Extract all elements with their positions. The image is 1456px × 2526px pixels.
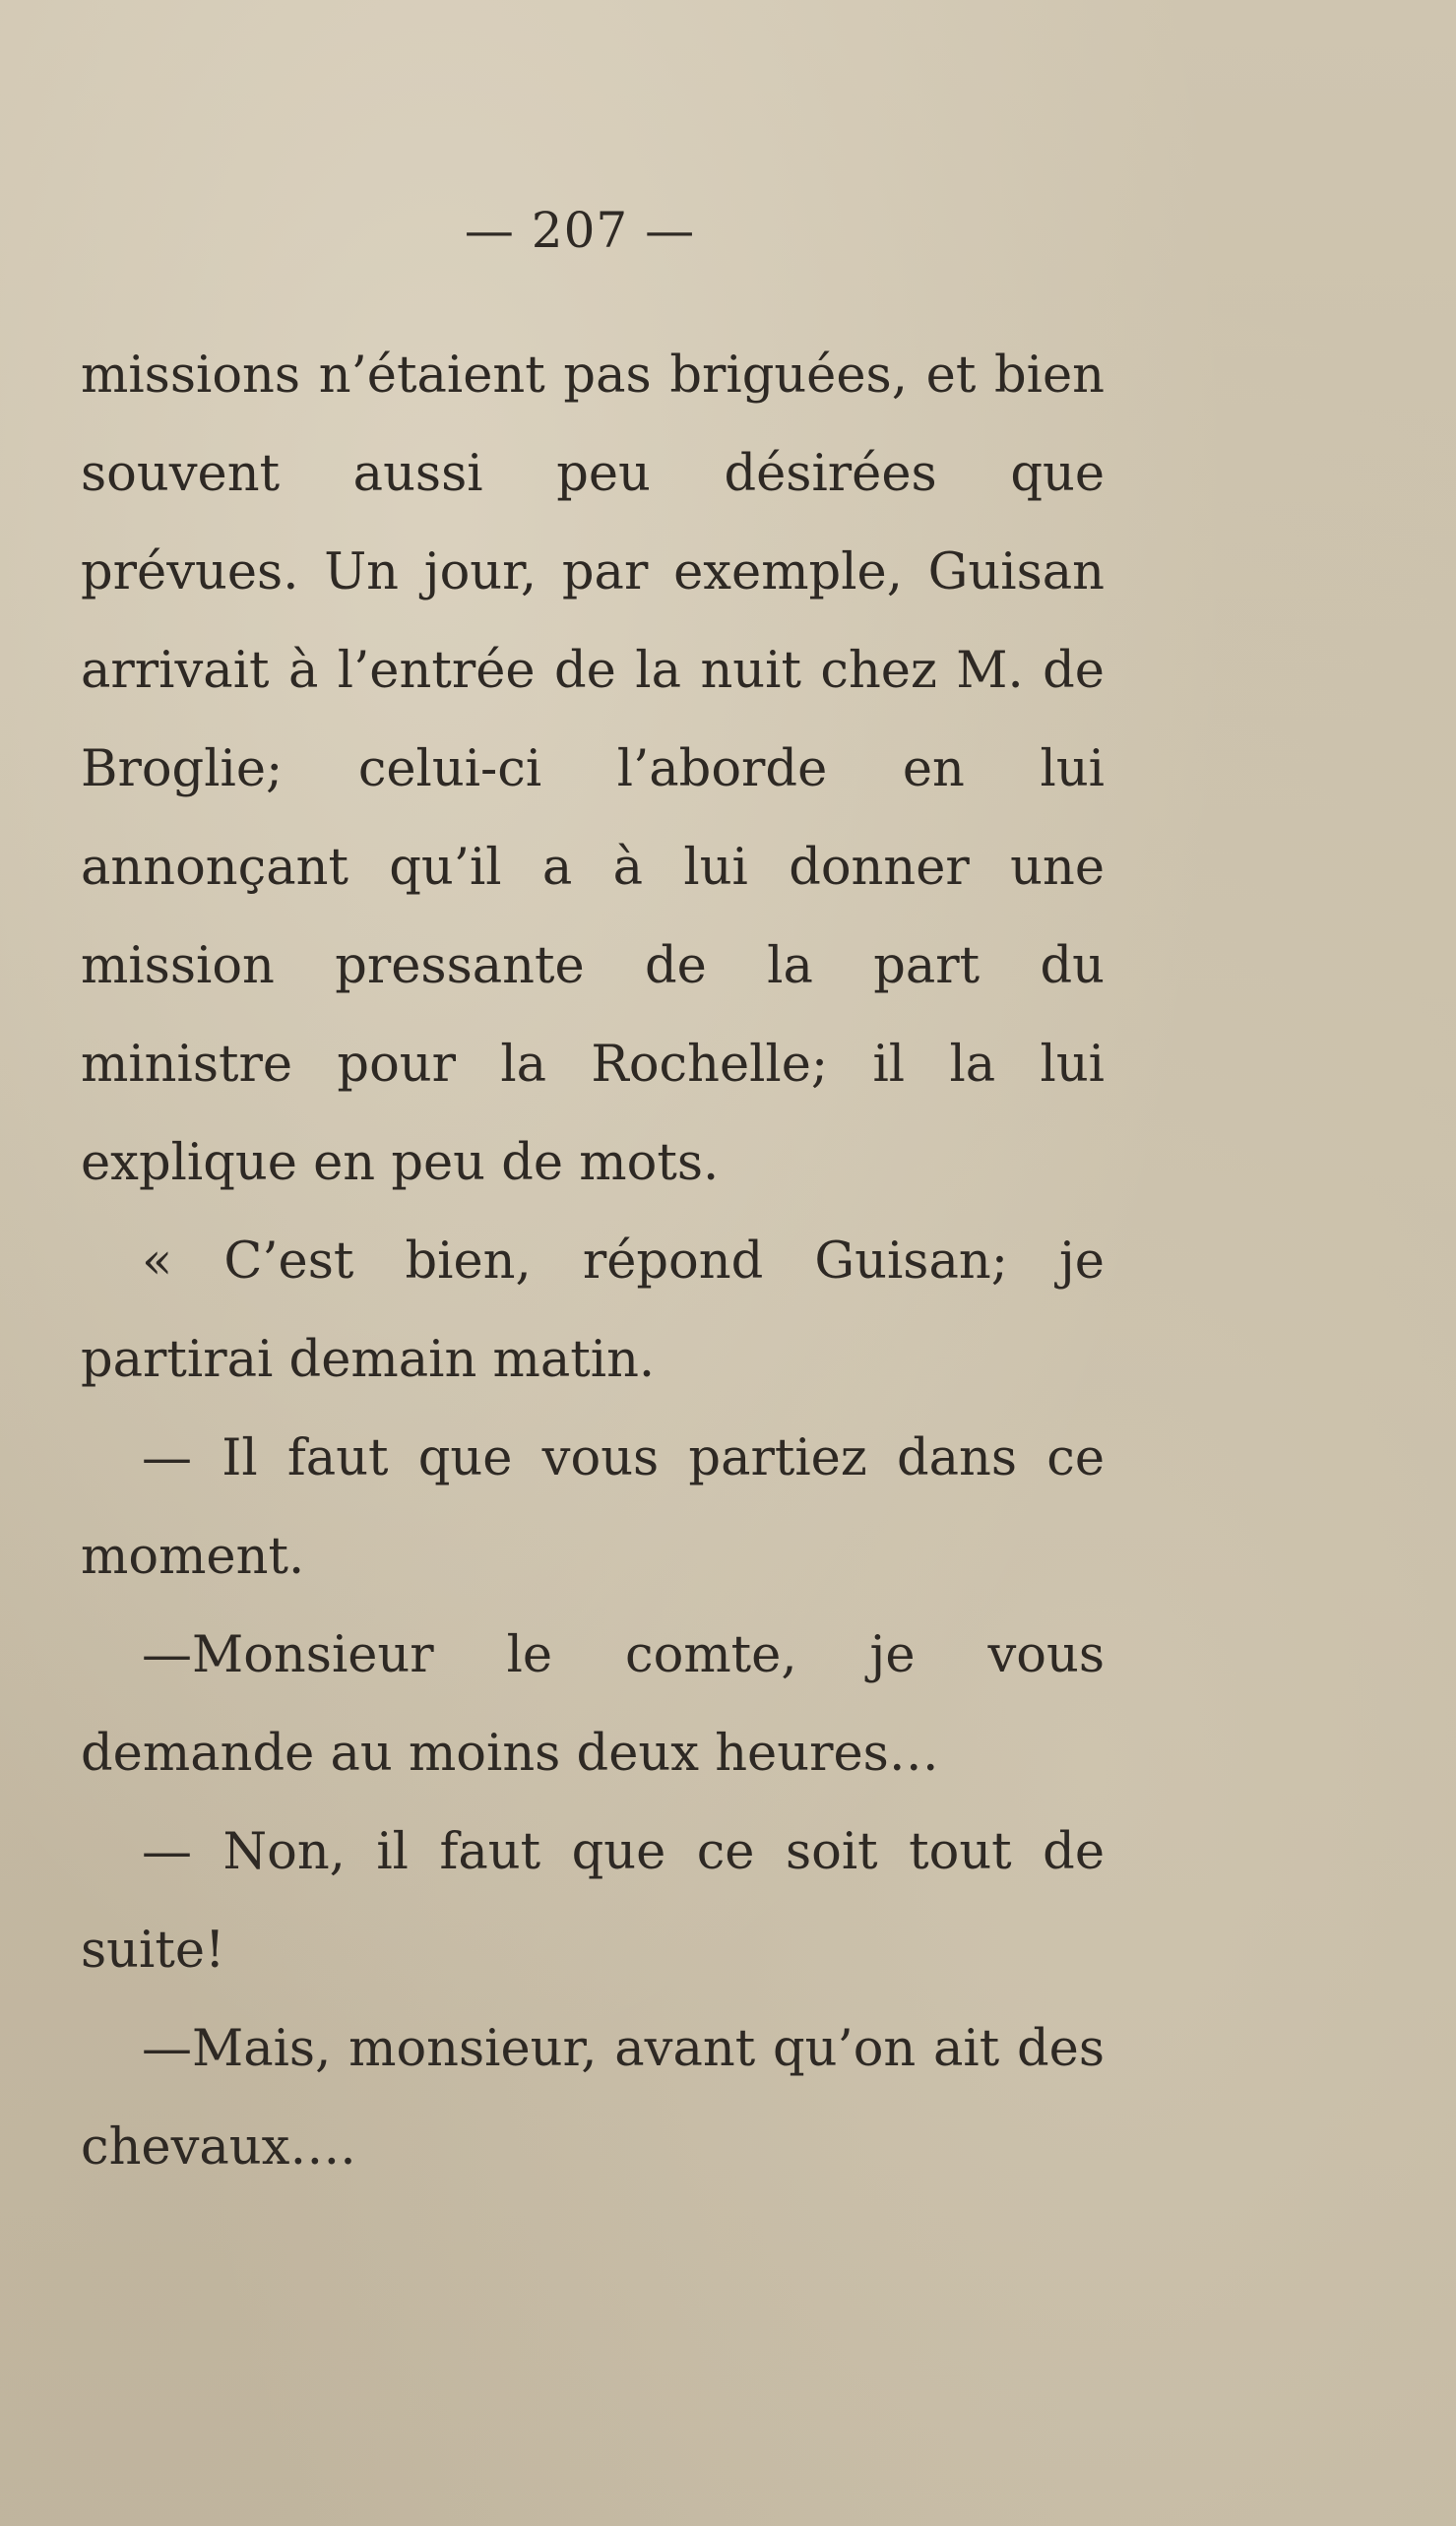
paragraph-6: —Mais, monsieur, avant qu’on ait des chevaux…. [81, 2020, 1105, 2177]
paragraph-5: — Non, il faut que ce soit tout de suite! [81, 1823, 1105, 1980]
paragraph-3: — Il faut que vous partiez dans ce moment. [81, 1429, 1105, 1586]
page-number: — 207 — [464, 202, 696, 259]
paragraph-4: —Monsieur le comte, je vous demande au moins deux heures… [81, 1626, 1105, 1783]
paragraph-2: « C’est bien, répond Guisan; je partirai demain matin. [81, 1232, 1105, 1389]
paragraph-1: missions n’étaient pas briguées, et bien souvent aussi peu désirées que prévues. Un jour, par exemple, Guisan arrivait à l’entrée de la nuit chez M. de Broglie; celui-ci l’aborde en lui annonçant qu’il a à lui donner une mission pressante de la part du ministre pour la Rochelle; il la lui explique en peu de mots. [81, 347, 1105, 1192]
body-text [81, 327, 1105, 2197]
